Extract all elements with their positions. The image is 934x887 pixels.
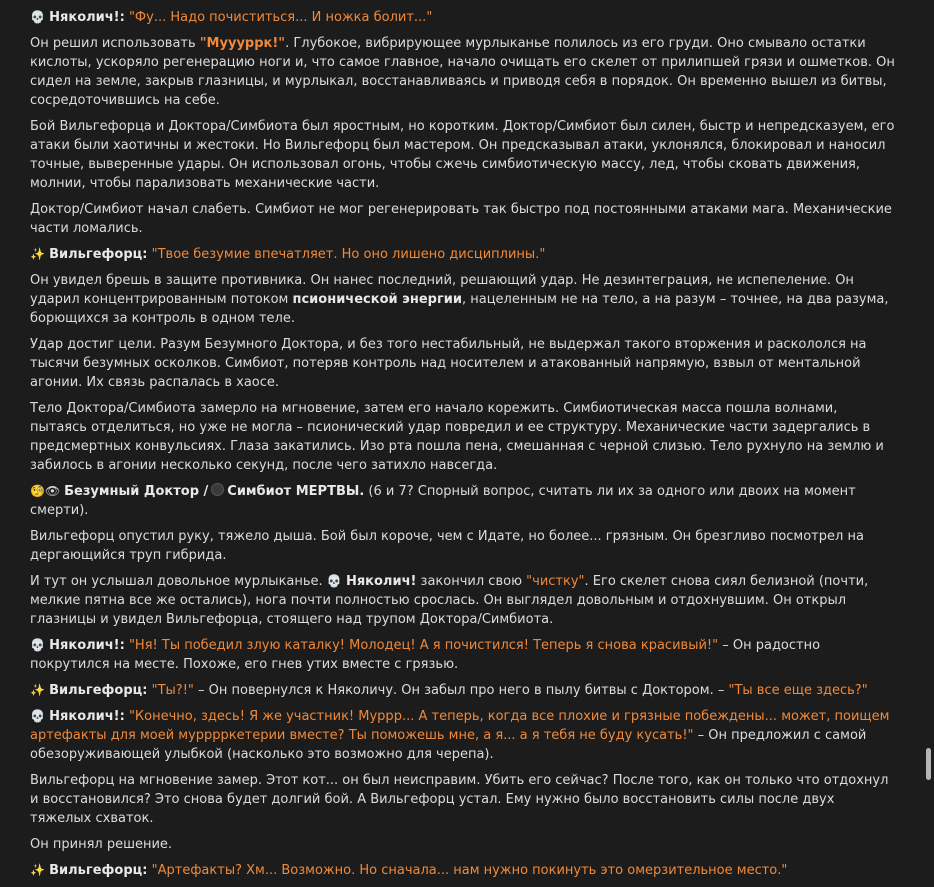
dark-circle-icon: [211, 483, 224, 496]
dialogue-quote: "Фу... Надо почиститься... И ножка болит...": [128, 10, 433, 25]
dialogue-line: [30, 636, 898, 674]
dialogue-quote: "Артефакты? Хм... Возможно. Но сначала... нам нужно покинуть это омерзительное место.": [151, 863, 788, 878]
dialogue-line: [30, 681, 898, 700]
speaker-name: Вильгефорц:: [49, 863, 148, 878]
dialogue-quote: "Конечно, здесь! Я же участник! Муррр... А теперь, когда все плохие и грязные побеждены... может, поищем артефакты для моей мурррркетерии вместе? Ты поможешь мне, а я... а я тебя не буду кусать!": [30, 709, 890, 743]
sparkles-icon: ✨: [30, 247, 45, 261]
death-note: (6 и 7? Спорный вопрос, считать ли их за одного или двоих на момент смерти).: [30, 484, 856, 518]
speaker-name: Вильгефорц:: [49, 247, 148, 262]
doctor-face-icon: 🧐: [30, 484, 45, 498]
narration-paragraph: [30, 271, 898, 328]
speaker-name: Няколич!:: [49, 638, 125, 653]
skull-icon: 💀: [30, 638, 45, 652]
narration-paragraph: Бой Вильгефорца и Доктора/Симбиота был яростным, но коротким. Доктор/Симбиот был силен, быстр и непредсказуем, его атаки были хаотичны и жестоки. Но Вильгефорц был мастером. Он предсказывал атаки, уклонялся, блокировал и наносил точные, выверенные удары. Он использовал огонь, чтобы сжечь симбиотическую массу, лед, чтобы сковать движения, молнии, чтобы парализовать механические части.: [30, 119, 895, 191]
narration-paragraph: Вильгефорц на мгновение замер. Этот кот... он был неисправим. Убить его сейчас? После того, как он только что отдохнул и восстановился? Это снова будет долгий бой. А Вильгефорц устал. Ему нужно было восстановить силы после двух тяжелых схваток.: [30, 773, 889, 826]
skull-icon: 💀: [326, 574, 342, 588]
sparkles-icon: ✨: [30, 863, 45, 877]
narration: – Он повернулся к Няколичу. Он забыл про него в пылу битвы с Доктором. –: [193, 683, 729, 698]
scrollbar-thumb[interactable]: [926, 748, 931, 780]
text: , нацеленным не на тело, а на разум – точнее, на два разума, борющихся за контроль в одном теле.: [30, 292, 889, 326]
narration-paragraph: [30, 34, 898, 110]
narration: – Он радостно покрутился на месте. Похоже, его гнев утих вместе с грязью.: [30, 638, 821, 672]
narration: – Он предложил с самой обезоруживающей улыбкой (насколько это возможно для черепа).: [30, 728, 867, 762]
text: И тут он услышал довольное мурлыканье.: [30, 574, 327, 589]
dialogue-line: [30, 861, 898, 880]
text: . Его скелет снова сиял белизной (почти, мелкие пятна все же остались), нога почти полностью срослась. Он выглядел довольным и отдохнувшим. Он открыл глазницы и увидел Вильгефорца, стоящего над трупом Доктора/Симбиота.: [30, 574, 869, 627]
dialogue-line: [30, 707, 898, 764]
text: . Глубокое, вибрирующее мурлыканье полилось из его груди. Оно смывало остатки кислоты, ускоряло регенерацию ноги и, что самое главное, начало очищать его скелет от прилипшей грязи и ошметков. Он сидел на земле, закрыв глазницы, и мурлыкал, восстанавливаясь и приводя себя в порядок. Он временно вышел из битвы, сосредоточившись на себе.: [30, 36, 895, 108]
dialogue-quote: "Ты?!": [151, 683, 194, 698]
sparkles-icon: ✨: [30, 683, 45, 697]
speaker-name: Няколич!:: [49, 10, 125, 25]
death-status: Симбиот МЕРТВЫ.: [227, 484, 365, 499]
narration-paragraph: Он принял решение.: [30, 837, 173, 852]
text: Он увидел брешь в защите противника. Он нанес последний, решающий удар. Не дезинтеграция, не испепеление. Он ударил концентрированным потоком: [30, 273, 854, 307]
scrollbar[interactable]: [923, 0, 931, 783]
symbiote-icon: 👁: [45, 484, 61, 498]
text: закончил свою: [416, 574, 527, 589]
speaker-name: Няколич!: [345, 574, 417, 589]
death-announcement: [30, 482, 898, 520]
narration-paragraph: Доктор/Симбиот начал слабеть. Симбиот не мог регенерировать так быстро под постоянными атаками мага. Механические части ломались.: [30, 202, 892, 236]
dialogue-line: [30, 245, 898, 264]
dialogue-quote: "Твое безумие впечатляет. Но оно лишено дисциплины.": [151, 247, 546, 262]
narration-paragraph: Тело Доктора/Симбиота замерло на мгновение, затем его начало корежить. Симбиотическая масса пошла волнами, пытаясь отделиться, но уже не могла – псионический удар повредил и ее структуру. Механические части задергались в предсмертных конвульсиях. Глаза закатились. Изо рта пошла пена, смешанная с черной слизью. Тело рухнуло на землю и забилось в агонии несколько секунд, после чего затихло навсегда.: [30, 401, 884, 473]
skull-icon: 💀: [30, 709, 45, 723]
dialogue-quote: "Ты все еще здесь?": [728, 683, 868, 698]
dialogue-quote: "Ня! Ты победил злую каталку! Молодец! А я почистился! Теперь я снова красивый!": [128, 638, 719, 653]
emphasis: псионической энергии: [292, 292, 462, 307]
speaker-name: Вильгефорц:: [49, 683, 148, 698]
emphasis: "Муууррк!": [199, 36, 286, 51]
dialogue-line: [30, 8, 898, 27]
quote: "чистку": [526, 574, 585, 589]
speaker-name: Няколич!:: [49, 709, 125, 724]
narration-paragraph: Вильгефорц опустил руку, тяжело дыша. Бой был короче, чем с Идате, но более... грязным. Он брезгливо посмотрел на дергающийся труп гибрида.: [30, 529, 864, 563]
chat-message-body: [30, 8, 898, 887]
narration-paragraph: [30, 572, 898, 629]
doctor-name: Безумный Доктор /: [64, 484, 209, 499]
text: Он решил использовать: [30, 36, 200, 51]
narration-paragraph: Удар достиг цели. Разум Безумного Доктора, и без того нестабильный, не выдержал такого вторжения и раскололся на тысячи безумных осколков. Симбиот, потеряв контроль над носителем и атакованный напрямую, взвыл от ментальной агонии. Их связь распалась в хаосе.: [30, 337, 867, 390]
skull-icon: 💀: [30, 10, 45, 24]
